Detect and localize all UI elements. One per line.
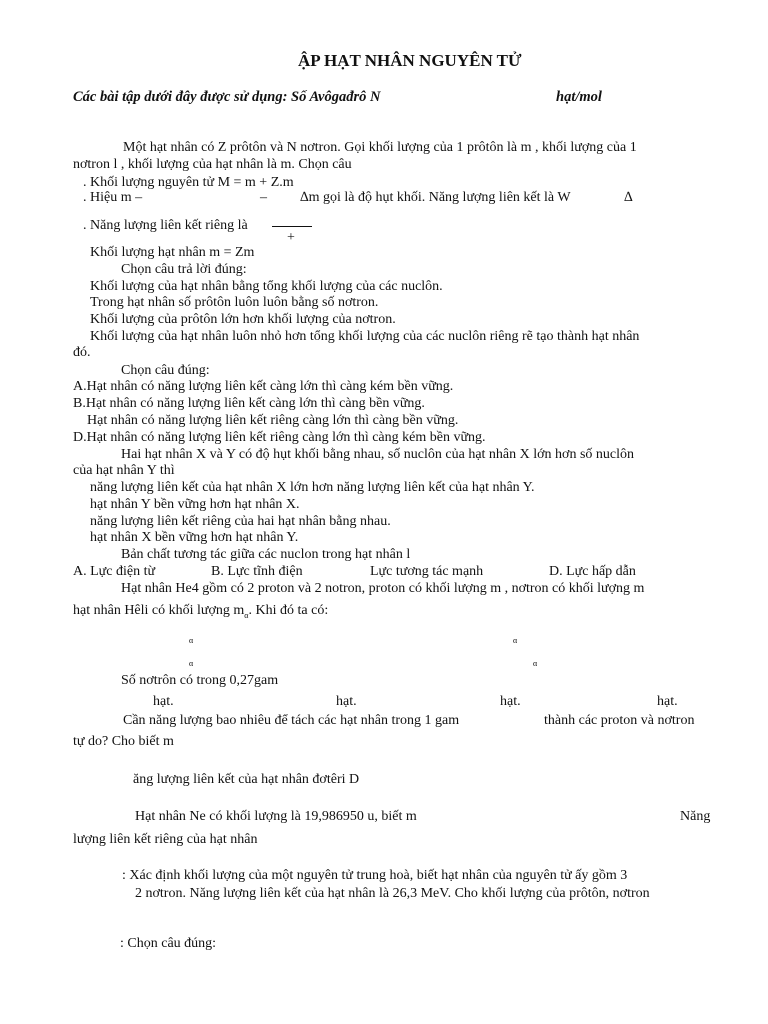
q9-stem: ăng lượng liên kết của hạt nhân đơtêri D — [133, 772, 360, 787]
alpha-c: α — [189, 659, 194, 668]
q6-stem-2-text: hạt nhân Hêli có khối lượng m — [73, 603, 245, 618]
q4-stem-1: Hai hạt nhân X và Y có độ hụt khối bằng nhau, số nuclôn của hạt nhân X lớn hơn số nuclôn — [121, 447, 635, 462]
subtitle: Các bài tập dưới đây được sử dụng: Số Avôgađrô N — [73, 89, 381, 105]
q4-stem-2: của hạt nhân Y thì — [73, 463, 175, 478]
q3-option-d: D.Hạt nhân có năng lượng liên kết riêng càng lớn thì càng kém bền vững. — [73, 430, 486, 445]
q4-option-b: hạt nhân Y bền vững hơn hạt nhân X. — [90, 497, 300, 512]
page-title: ẬP HẠT NHÂN NGUYÊN TỬ — [298, 51, 522, 70]
q2-option-c: Khối lượng của prôtôn lớn hơn khối lượng của nơtron. — [90, 312, 396, 327]
q1-option-c-plus: + — [287, 230, 295, 245]
alpha-a: α — [189, 636, 194, 645]
q10-stem-1a: Hạt nhân Ne có khối lượng là 19,986950 u, biết m — [135, 809, 417, 824]
q2-option-d-1: Khối lượng của hạt nhân luôn nhỏ hơn tổng khối lượng của các nuclôn riêng rẽ tạo thành hạt nhân — [90, 329, 640, 344]
q2-option-b: Trong hạt nhân số prôtôn luôn luôn bằng số nơtron. — [90, 295, 379, 310]
q10-stem-1b: Năng — [680, 809, 711, 824]
q3-option-a: A.Hạt nhân có năng lượng liên kết càng lớn thì càng kém bền vững. — [73, 379, 454, 394]
q11-stem-1: : Xác định khối lượng của một nguyên tử trung hoà, biết hạt nhân của nguyên tử ấy gồm 3 — [122, 868, 628, 883]
q5-option-a: A. Lực điện từ — [73, 564, 156, 579]
q1-option-c: . Năng lượng liên kết riêng là — [83, 218, 248, 233]
q4-option-a: năng lượng liên kết của hạt nhân X lớn hơn năng lượng liên kết của hạt nhân Y. — [90, 480, 535, 495]
q1-option-b-pre: . Hiệu m – — [83, 190, 143, 205]
q11-stem-2: 2 nơtron. Năng lượng liên kết của hạt nhân là 26,3 MeV. Cho khối lượng của prôtôn, nơtron — [135, 886, 650, 901]
q8-stem-1a: Cần năng lượng bao nhiêu để tách các hạt nhân trong 1 gam — [123, 713, 460, 728]
q7-stem: Số nơtrôn có trong 0,27gam — [121, 673, 279, 688]
q1-option-d: Khối lượng hạt nhân m = Zm — [90, 245, 255, 260]
q2-prompt: Chọn câu trả lời đúng: — [121, 262, 247, 277]
q5-option-d: D. Lực hấp dẫn — [549, 564, 636, 579]
q3-prompt: Chọn câu đúng: — [121, 363, 210, 378]
alpha-d: α — [533, 659, 538, 668]
q10-stem-2: lượng liên kết riêng của hạt nhân — [73, 832, 258, 847]
q4-option-c: năng lượng liên kết riêng của hai hạt nhân bằng nhau. — [90, 514, 391, 529]
q12-stem: : Chọn câu đúng: — [120, 936, 217, 951]
q8-stem-2: tự do? Cho biết m — [73, 734, 174, 749]
q3-option-c: Hạt nhân có năng lượng liên kết riêng càng lớn thì càng bền vững. — [87, 413, 459, 428]
q4-option-d: hạt nhân X bền vững hơn hạt nhân Y. — [90, 530, 299, 545]
q1-option-a: . Khối lượng nguyên tử M = m + Z.m — [83, 175, 294, 190]
alpha-b: α — [513, 636, 518, 645]
q7-answer-d: hạt. — [657, 694, 678, 709]
q5-option-b: B. Lực tĩnh điện — [211, 564, 303, 579]
q1-option-b-post: ∆m gọi là độ hụt khối. Năng lượng liên kết là W — [300, 190, 571, 205]
q7-answer-b: hạt. — [336, 694, 357, 709]
q2-option-d-2: đó. — [73, 345, 91, 360]
q1-stem-2: nơtron l , khối lượng của hạt nhân là m. Chọn câu — [73, 157, 352, 172]
alpha-subscript: α — [244, 610, 249, 620]
subtitle-unit: hạt/mol — [556, 89, 602, 105]
q1-option-b-delta: ∆ — [624, 190, 633, 205]
q6-stem-1: Hạt nhân He4 gồm có 2 proton và 2 notron, proton có khối lượng m , nơtron có khối lượng m — [121, 581, 645, 596]
fraction-bar — [272, 226, 312, 227]
q8-stem-1b: thành các proton và nơtron — [544, 713, 695, 728]
q3-option-b: B.Hạt nhân có năng lượng liên kết càng lớn thì càng bền vững. — [73, 396, 425, 411]
q1-option-b-mid: – — [260, 190, 267, 205]
q7-answer-a: hạt. — [153, 694, 174, 709]
q5-stem: Bản chất tương tác giữa các nuclon trong hạt nhân l — [121, 547, 411, 562]
q7-answer-c: hạt. — [500, 694, 521, 709]
q5-option-c: Lực tương tác mạnh — [370, 564, 484, 579]
q1-stem-1: Một hạt nhân có Z prôtôn và N nơtron. Gọi khối lượng của 1 prôtôn là m , khối lượng của 1 — [123, 140, 637, 155]
q6-stem-2a — [73, 603, 328, 624]
q6-stem-2-tail: . Khi đó ta có: — [248, 603, 329, 618]
q2-option-a: Khối lượng của hạt nhân bằng tổng khối lượng của các nuclôn. — [90, 279, 443, 294]
